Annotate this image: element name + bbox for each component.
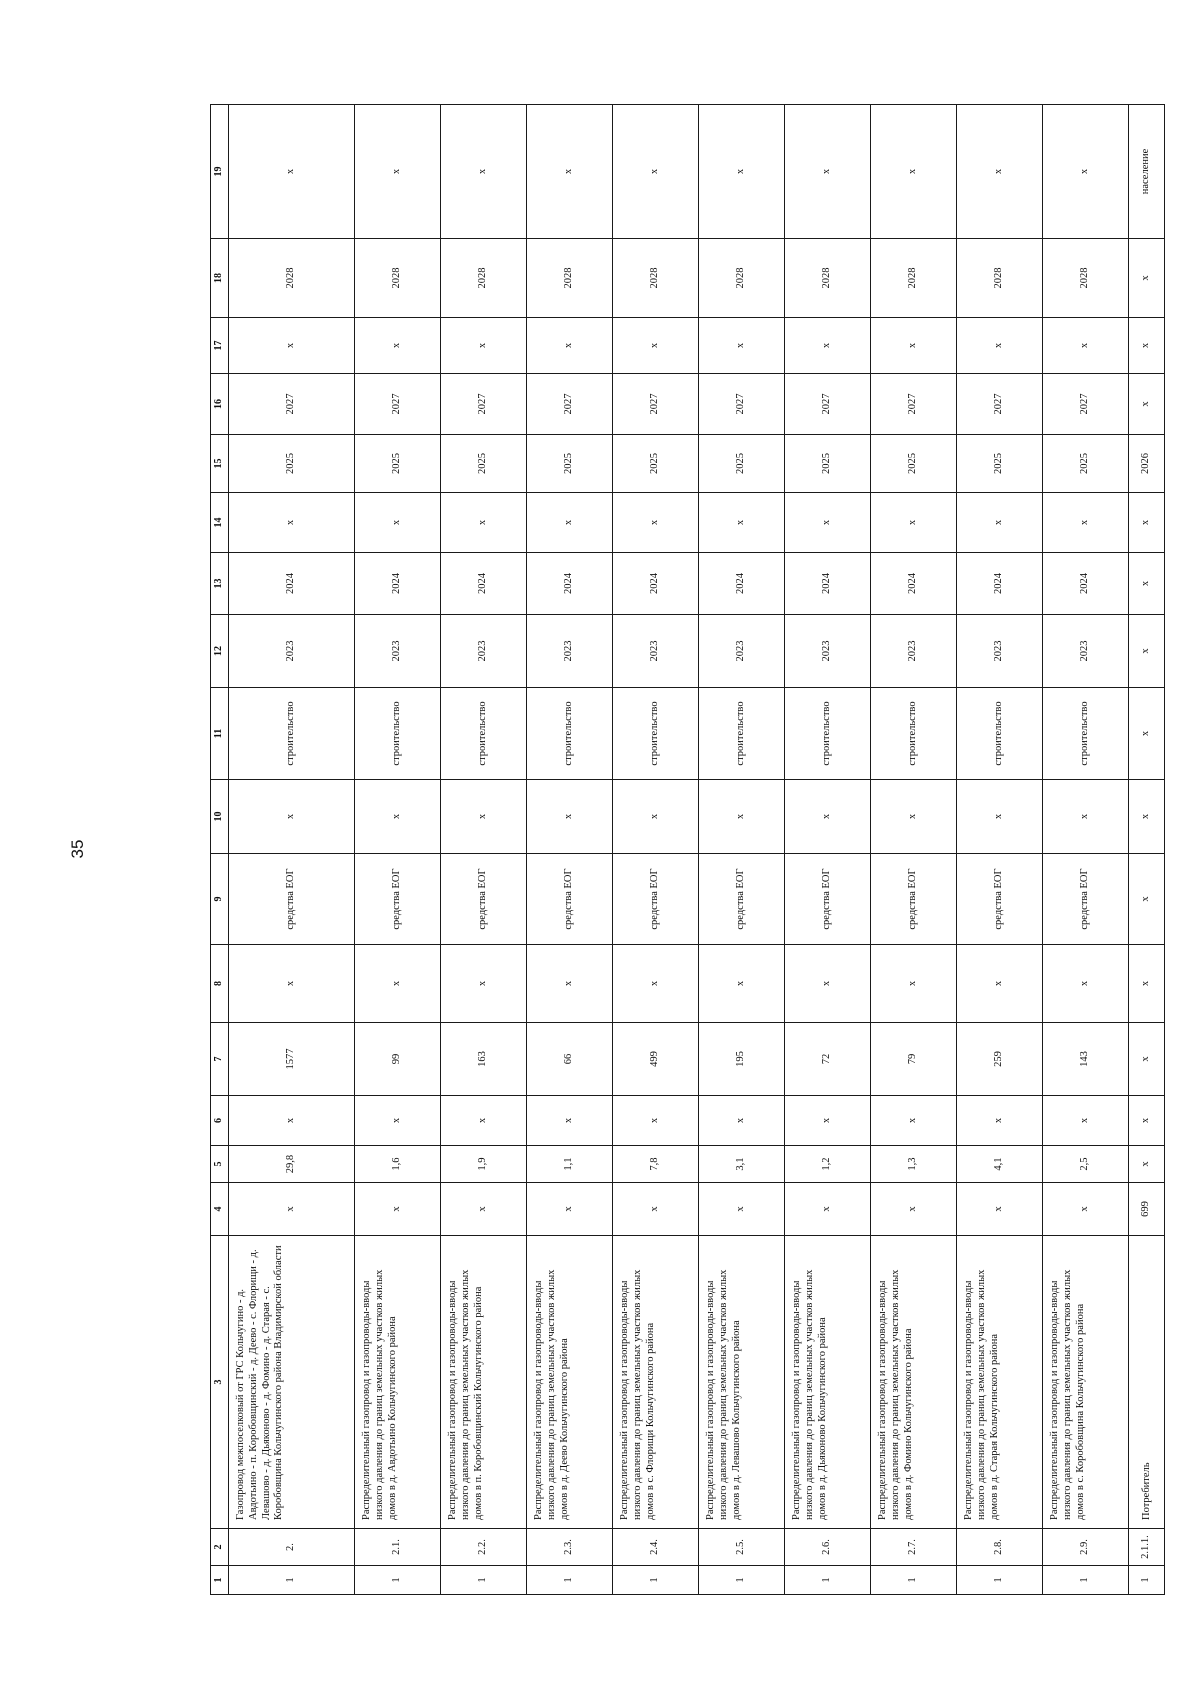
table-cell-col-16: 2027 bbox=[527, 374, 613, 435]
table-cell-col-10: х bbox=[355, 780, 441, 854]
table-cell-col-18: 2028 bbox=[527, 239, 613, 318]
table-cell-col-18: 2028 bbox=[785, 239, 871, 318]
table-cell-col-4: 699 bbox=[1129, 1183, 1165, 1236]
table-cell-col-12: х bbox=[1129, 615, 1165, 688]
table-cell-col-11: строительство bbox=[355, 688, 441, 780]
table-cell-col-2: 2.5. bbox=[699, 1529, 785, 1566]
table-cell-col-18: 2028 bbox=[613, 239, 699, 318]
table-cell-col-12: 2023 bbox=[527, 615, 613, 688]
table-cell-col-13: х bbox=[1129, 553, 1165, 615]
table-cell-col-12: 2023 bbox=[957, 615, 1043, 688]
table-cell-col-18: 2028 bbox=[957, 239, 1043, 318]
column-number-15: 15 bbox=[211, 435, 229, 493]
table-cell-col-7: 99 bbox=[355, 1023, 441, 1096]
object-description-cell: Распределительный газопровод и газопроводы-вводы низкого давления до границ земельных участков жилых домов в д. Фомино Кольчугинского района bbox=[871, 1236, 957, 1529]
table-cell-col-15: 2025 bbox=[957, 435, 1043, 493]
table-row bbox=[699, 105, 785, 1595]
table-cell-col-9: средства ЕОГ bbox=[229, 854, 355, 945]
table-cell-col-15: 2025 bbox=[229, 435, 355, 493]
table-cell-col-14: х bbox=[1129, 493, 1165, 553]
table-cell-col-18: х bbox=[1129, 239, 1165, 318]
table-row bbox=[355, 105, 441, 1595]
table-cell-col-19: х bbox=[441, 105, 527, 239]
table-cell-col-17: х bbox=[613, 318, 699, 374]
table-cell-col-2: 2.1. bbox=[355, 1529, 441, 1566]
table-cell-col-15: 2025 bbox=[527, 435, 613, 493]
table-cell-col-6: х bbox=[527, 1096, 613, 1146]
table-cell-col-10: х bbox=[699, 780, 785, 854]
table-cell-col-6: х bbox=[1129, 1096, 1165, 1146]
table-cell-col-9: средства ЕОГ bbox=[355, 854, 441, 945]
table-cell-col-19: х bbox=[871, 105, 957, 239]
table-cell-col-4: х bbox=[229, 1183, 355, 1236]
table-cell-col-15: 2025 bbox=[613, 435, 699, 493]
table-cell-col-6: х bbox=[1043, 1096, 1129, 1146]
column-number-2: 2 bbox=[211, 1529, 229, 1566]
table-cell-col-4: х bbox=[1043, 1183, 1129, 1236]
column-number-4: 4 bbox=[211, 1183, 229, 1236]
table-cell-col-11: строительство bbox=[785, 688, 871, 780]
page-number: 35 bbox=[68, 839, 87, 859]
column-number-16: 16 bbox=[211, 374, 229, 435]
table-cell-col-6: х bbox=[699, 1096, 785, 1146]
table-cell-col-9: средства ЕОГ bbox=[1043, 854, 1129, 945]
table-cell-col-14: х bbox=[957, 493, 1043, 553]
table-cell-col-11: строительство bbox=[441, 688, 527, 780]
table-cell-col-12: 2023 bbox=[355, 615, 441, 688]
table-cell-col-17: х bbox=[785, 318, 871, 374]
table-cell-col-15: 2025 bbox=[441, 435, 527, 493]
table-cell-col-8: х bbox=[355, 945, 441, 1023]
table-cell-col-13: 2024 bbox=[699, 553, 785, 615]
table-cell-col-17: х bbox=[871, 318, 957, 374]
table-cell-col-10: х bbox=[785, 780, 871, 854]
table-cell-col-16: 2027 bbox=[613, 374, 699, 435]
table-cell-col-13: 2024 bbox=[355, 553, 441, 615]
object-description-cell: Распределительный газопровод и газопроводы-вводы низкого давления до границ земельных участков жилых домов в п. Коробовщинский Кольчугинского района bbox=[441, 1236, 527, 1529]
table-cell-col-13: 2024 bbox=[527, 553, 613, 615]
table-cell-col-19: х bbox=[355, 105, 441, 239]
table-cell-col-9: средства ЕОГ bbox=[527, 854, 613, 945]
table-cell-col-5: 3,1 bbox=[699, 1146, 785, 1183]
table-cell-col-10: х bbox=[957, 780, 1043, 854]
table-cell-col-16: 2027 bbox=[1043, 374, 1129, 435]
table-cell-col-9: средства ЕОГ bbox=[441, 854, 527, 945]
table-cell-col-4: х bbox=[527, 1183, 613, 1236]
table-cell-col-9: х bbox=[1129, 854, 1165, 945]
table-cell-col-6: х bbox=[957, 1096, 1043, 1146]
table-cell-col-11: строительство bbox=[699, 688, 785, 780]
column-number-9: 9 bbox=[211, 854, 229, 945]
table-cell-col-8: х bbox=[957, 945, 1043, 1023]
table-cell-col-2: 2.6. bbox=[785, 1529, 871, 1566]
table-cell-col-1: 1 bbox=[1129, 1566, 1165, 1595]
table-cell-col-11: строительство bbox=[1043, 688, 1129, 780]
table-cell-col-12: 2023 bbox=[613, 615, 699, 688]
table-cell-col-11: строительство bbox=[871, 688, 957, 780]
table-cell-col-11: строительство bbox=[229, 688, 355, 780]
table-cell-col-16: 2027 bbox=[957, 374, 1043, 435]
table-cell-col-7: 72 bbox=[785, 1023, 871, 1096]
table-cell-col-9: средства ЕОГ bbox=[699, 854, 785, 945]
table-cell-col-12: 2023 bbox=[441, 615, 527, 688]
object-description-cell: Распределительный газопровод и газопроводы-вводы низкого давления до границ земельных участков жилых домов в д. Деево Кольчугинского района bbox=[527, 1236, 613, 1529]
table-cell-col-18: 2028 bbox=[1043, 239, 1129, 318]
table-cell-col-10: х bbox=[441, 780, 527, 854]
table-cell-col-7: 195 bbox=[699, 1023, 785, 1096]
table-cell-col-6: х bbox=[871, 1096, 957, 1146]
table-cell-col-2: 2.2. bbox=[441, 1529, 527, 1566]
table-cell-col-19: х bbox=[699, 105, 785, 239]
table-cell-col-7: 499 bbox=[613, 1023, 699, 1096]
table-row bbox=[957, 105, 1043, 1595]
table-cell-col-8: х bbox=[1043, 945, 1129, 1023]
table-cell-col-8: х bbox=[699, 945, 785, 1023]
table-cell-col-1: 1 bbox=[785, 1566, 871, 1595]
table-cell-col-10: х bbox=[229, 780, 355, 854]
table-cell-col-7: 143 bbox=[1043, 1023, 1129, 1096]
table-cell-col-4: х bbox=[957, 1183, 1043, 1236]
table-cell-col-13: 2024 bbox=[871, 553, 957, 615]
table-cell-col-14: х bbox=[785, 493, 871, 553]
table-cell-col-11: х bbox=[1129, 688, 1165, 780]
table-cell-col-5: 29,8 bbox=[229, 1146, 355, 1183]
object-description-cell: Распределительный газопровод и газопроводы-вводы низкого давления до границ земельных участков жилых домов в д. Левашово Кольчугинского района bbox=[699, 1236, 785, 1529]
table-cell-col-4: х bbox=[871, 1183, 957, 1236]
table-cell-col-8: х bbox=[785, 945, 871, 1023]
column-number-10: 10 bbox=[211, 780, 229, 854]
table-cell-col-4: х bbox=[699, 1183, 785, 1236]
table-cell-col-17: х bbox=[1129, 318, 1165, 374]
table-cell-col-18: 2028 bbox=[355, 239, 441, 318]
table-cell-col-15: 2025 bbox=[1043, 435, 1129, 493]
table-cell-col-8: х bbox=[527, 945, 613, 1023]
table-cell-col-13: 2024 bbox=[441, 553, 527, 615]
table-cell-col-12: 2023 bbox=[1043, 615, 1129, 688]
column-number-3: 3 bbox=[211, 1236, 229, 1529]
table-cell-col-15: 2025 bbox=[871, 435, 957, 493]
object-description-cell: Распределительный газопровод и газопроводы-вводы низкого давления до границ земельных участков жилых домов в д. Дьяконово Кольчугинского района bbox=[785, 1236, 871, 1529]
rotated-table-container bbox=[210, 105, 1165, 1595]
table-cell-col-15: 2025 bbox=[699, 435, 785, 493]
table-cell-col-9: средства ЕОГ bbox=[957, 854, 1043, 945]
table-cell-col-19: население bbox=[1129, 105, 1165, 239]
column-number-8: 8 bbox=[211, 945, 229, 1023]
table-cell-col-2: 2.1.1. bbox=[1129, 1529, 1165, 1566]
table-cell-col-14: х bbox=[355, 493, 441, 553]
column-number-19: 19 bbox=[211, 105, 229, 239]
column-number-7: 7 bbox=[211, 1023, 229, 1096]
table-cell-col-13: 2024 bbox=[613, 553, 699, 615]
table-cell-col-5: 1,9 bbox=[441, 1146, 527, 1183]
table-cell-col-1: 1 bbox=[613, 1566, 699, 1595]
table-cell-col-16: 2027 bbox=[229, 374, 355, 435]
table-cell-col-7: 259 bbox=[957, 1023, 1043, 1096]
column-number-18: 18 bbox=[211, 239, 229, 318]
table-cell-col-8: х bbox=[229, 945, 355, 1023]
table-row bbox=[871, 105, 957, 1595]
table-cell-col-9: средства ЕОГ bbox=[613, 854, 699, 945]
table-cell-col-17: х bbox=[527, 318, 613, 374]
table-cell-col-8: х bbox=[613, 945, 699, 1023]
table-cell-col-7: 79 bbox=[871, 1023, 957, 1096]
table-cell-col-13: 2024 bbox=[785, 553, 871, 615]
table-cell-col-18: 2028 bbox=[229, 239, 355, 318]
table-cell-col-2: 2.4. bbox=[613, 1529, 699, 1566]
table-cell-col-9: средства ЕОГ bbox=[785, 854, 871, 945]
table-cell-col-6: х bbox=[229, 1096, 355, 1146]
table-cell-col-14: х bbox=[1043, 493, 1129, 553]
table-cell-col-5: 1,3 bbox=[871, 1146, 957, 1183]
table-cell-col-15: 2025 bbox=[785, 435, 871, 493]
object-description-cell: Распределительный газопровод и газопроводы-вводы низкого давления до границ земельных участков жилых домов в с. Флорищи Кольчугинского района bbox=[613, 1236, 699, 1529]
table-cell-col-2: 2.7. bbox=[871, 1529, 957, 1566]
table-row bbox=[613, 105, 699, 1595]
table-cell-col-9: средства ЕОГ bbox=[871, 854, 957, 945]
table-cell-col-6: х bbox=[613, 1096, 699, 1146]
table-cell-col-5: 2,5 bbox=[1043, 1146, 1129, 1183]
table-cell-col-13: 2024 bbox=[957, 553, 1043, 615]
table-cell-col-15: 2025 bbox=[355, 435, 441, 493]
table-cell-col-14: х bbox=[441, 493, 527, 553]
table-cell-col-19: х bbox=[613, 105, 699, 239]
table-cell-col-8: х bbox=[1129, 945, 1165, 1023]
table-cell-col-14: х bbox=[699, 493, 785, 553]
table-cell-col-13: 2024 bbox=[1043, 553, 1129, 615]
table-cell-col-5: 1,2 bbox=[785, 1146, 871, 1183]
table-cell-col-19: х bbox=[957, 105, 1043, 239]
table-cell-col-1: 1 bbox=[871, 1566, 957, 1595]
column-number-12: 12 bbox=[211, 615, 229, 688]
column-number-11: 11 bbox=[211, 688, 229, 780]
table-cell-col-1: 1 bbox=[1043, 1566, 1129, 1595]
column-number-13: 13 bbox=[211, 553, 229, 615]
table-row bbox=[441, 105, 527, 1595]
table-cell-col-17: х bbox=[1043, 318, 1129, 374]
table-cell-col-10: х bbox=[613, 780, 699, 854]
table-cell-col-14: х bbox=[613, 493, 699, 553]
table-cell-col-16: 2027 bbox=[871, 374, 957, 435]
table-cell-col-14: х bbox=[871, 493, 957, 553]
table-cell-col-8: х bbox=[441, 945, 527, 1023]
table-cell-col-11: строительство bbox=[957, 688, 1043, 780]
table-cell-col-5: х bbox=[1129, 1146, 1165, 1183]
table-cell-col-18: 2028 bbox=[871, 239, 957, 318]
table-cell-col-2: 2. bbox=[229, 1529, 355, 1566]
table-cell-col-19: х bbox=[527, 105, 613, 239]
object-description-cell: Распределительный газопровод и газопроводы-вводы низкого давления до границ земельных участков жилых домов в с. Коробовщина Кольчугинского района bbox=[1043, 1236, 1129, 1529]
column-number-14: 14 bbox=[211, 493, 229, 553]
column-number-17: 17 bbox=[211, 318, 229, 374]
table-cell-col-19: х bbox=[229, 105, 355, 239]
table-cell-col-2: 2.3. bbox=[527, 1529, 613, 1566]
table-cell-col-10: х bbox=[1043, 780, 1129, 854]
column-number-header-row bbox=[211, 105, 229, 1595]
table-cell-col-16: 2027 bbox=[785, 374, 871, 435]
column-number-6: 6 bbox=[211, 1096, 229, 1146]
table-cell-col-5: 4,1 bbox=[957, 1146, 1043, 1183]
table-cell-col-18: 2028 bbox=[699, 239, 785, 318]
table-row bbox=[527, 105, 613, 1595]
table-cell-col-5: 1,1 bbox=[527, 1146, 613, 1183]
table-cell-col-12: 2023 bbox=[785, 615, 871, 688]
table-cell-col-16: 2027 bbox=[441, 374, 527, 435]
table-cell-col-1: 1 bbox=[957, 1566, 1043, 1595]
table-cell-col-11: строительство bbox=[527, 688, 613, 780]
table-cell-col-7: 1577 bbox=[229, 1023, 355, 1096]
table-cell-col-5: 1,6 bbox=[355, 1146, 441, 1183]
table-cell-col-7: х bbox=[1129, 1023, 1165, 1096]
table-cell-col-1: 1 bbox=[441, 1566, 527, 1595]
table-cell-col-10: х bbox=[871, 780, 957, 854]
table-cell-col-10: х bbox=[1129, 780, 1165, 854]
table-cell-col-14: х bbox=[527, 493, 613, 553]
table-cell-col-1: 1 bbox=[527, 1566, 613, 1595]
table-cell-col-17: х bbox=[441, 318, 527, 374]
table-cell-col-4: х bbox=[355, 1183, 441, 1236]
table-cell-col-1: 1 bbox=[229, 1566, 355, 1595]
table-cell-col-11: строительство bbox=[613, 688, 699, 780]
table-cell-col-17: х bbox=[355, 318, 441, 374]
table-cell-col-10: х bbox=[527, 780, 613, 854]
table-cell-col-14: х bbox=[229, 493, 355, 553]
table-cell-col-2: 2.9. bbox=[1043, 1529, 1129, 1566]
gasification-program-table bbox=[210, 104, 1165, 1595]
table-cell-col-7: 66 bbox=[527, 1023, 613, 1096]
table-body bbox=[211, 105, 1165, 1595]
table-cell-col-15: 2026 bbox=[1129, 435, 1165, 493]
table-cell-col-6: х bbox=[441, 1096, 527, 1146]
table-cell-col-7: 163 bbox=[441, 1023, 527, 1096]
table-cell-col-4: х bbox=[613, 1183, 699, 1236]
table-cell-col-18: 2028 bbox=[441, 239, 527, 318]
table-cell-col-1: 1 bbox=[699, 1566, 785, 1595]
table-cell-col-17: х bbox=[229, 318, 355, 374]
column-number-1: 1 bbox=[211, 1566, 229, 1595]
table-row bbox=[785, 105, 871, 1595]
table-row bbox=[1043, 105, 1129, 1595]
table-cell-col-19: х bbox=[785, 105, 871, 239]
table-cell-col-12: 2023 bbox=[699, 615, 785, 688]
object-description-cell: Распределительный газопровод и газопроводы-вводы низкого давления до границ земельных участков жилых домов в д. Авдотьино Кольчугинского района bbox=[355, 1236, 441, 1529]
table-row bbox=[229, 105, 355, 1595]
table-cell-col-6: х bbox=[785, 1096, 871, 1146]
table-cell-col-12: 2023 bbox=[871, 615, 957, 688]
table-cell-col-12: 2023 bbox=[229, 615, 355, 688]
table-cell-col-1: 1 bbox=[355, 1566, 441, 1595]
table-row bbox=[1129, 105, 1165, 1595]
column-number-5: 5 bbox=[211, 1146, 229, 1183]
table-cell-col-17: х bbox=[699, 318, 785, 374]
table-cell-col-17: х bbox=[957, 318, 1043, 374]
table-cell-col-8: х bbox=[871, 945, 957, 1023]
table-cell-col-2: 2.8. bbox=[957, 1529, 1043, 1566]
table-cell-col-13: 2024 bbox=[229, 553, 355, 615]
table-cell-col-5: 7,8 bbox=[613, 1146, 699, 1183]
object-description-cell: Распределительный газопровод и газопроводы-вводы низкого давления до границ земельных участков жилых домов в д. Старая Кольчугинского района bbox=[957, 1236, 1043, 1529]
table-cell-col-19: х bbox=[1043, 105, 1129, 239]
table-cell-col-4: х bbox=[441, 1183, 527, 1236]
table-cell-col-6: х bbox=[355, 1096, 441, 1146]
table-cell-col-16: 2027 bbox=[355, 374, 441, 435]
object-description-cell: Газопровод межпоселковый от ГРС Кольчугино - д. Авдотьино - п. Коробовщинский - д. Деево - с. Флорищи - д. Левашово - д. Дьяконово - д. Фомино - д. Старая - с. Коробовщина Кольчугинского района Владимирской области bbox=[229, 1236, 355, 1529]
table-cell-col-4: х bbox=[785, 1183, 871, 1236]
table-cell-col-16: 2027 bbox=[699, 374, 785, 435]
table-cell-col-16: х bbox=[1129, 374, 1165, 435]
object-description-cell: Потребитель bbox=[1129, 1236, 1165, 1529]
